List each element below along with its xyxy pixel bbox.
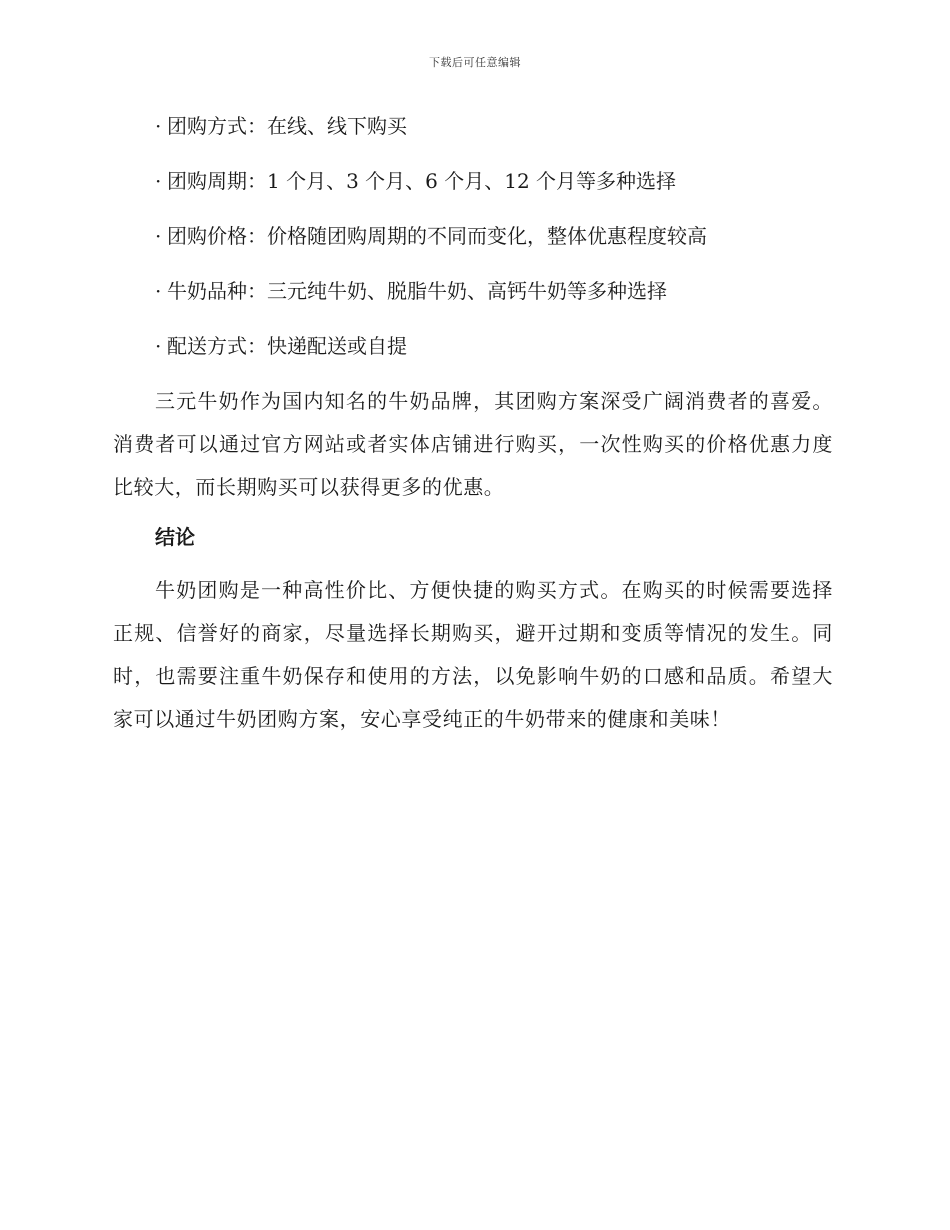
bullet-marker: · (155, 279, 162, 303)
conclusion-paragraph: 牛奶团购是一种高性价比、方便快捷的购买方式。在购买的时候需要选择正规、信誉好的商家，尽量选择长期购买，避开过期和变质等情况的发生。同时，也需要注重牛奶保存和使用的方法，以免影响牛奶的口感和品质。希望大家可以通过牛奶团购方案，安心享受纯正的牛奶带来的健康和美味！ (113, 578, 833, 731)
list-item (113, 165, 833, 197)
body-paragraph: 三元牛奶作为国内知名的牛奶品牌，其团购方案深受广阔消费者的喜爱。消费者可以通过官方网站或者实体店铺进行购买，一次性购买的价格优惠力度比较大，而长期购买可以获得更多的优惠。 (113, 389, 833, 499)
bullet-marker: · (155, 169, 162, 193)
list-item-text: 牛奶品种：三元纯牛奶、脱脂牛奶、高钙牛奶等多种选择 (167, 279, 667, 303)
section-heading: 结论 (155, 525, 195, 549)
bullet-marker: · (155, 224, 162, 248)
list-item (113, 220, 833, 252)
bullet-marker: · (155, 334, 162, 358)
bullet-marker: · (155, 114, 162, 138)
document-body (113, 110, 833, 741)
list-item (113, 110, 833, 142)
list-item-text: 团购周期：1 个月、3 个月、6 个月、12 个月等多种选择 (167, 169, 677, 193)
list-item (113, 330, 833, 362)
list-item (113, 275, 833, 307)
list-item-text: 配送方式：快递配送或自提 (167, 334, 407, 358)
header-note: 下载后可任意编辑 (429, 56, 521, 69)
list-item-text: 团购方式：在线、线下购买 (167, 114, 407, 138)
list-item-text: 团购价格：价格随团购周期的不同而变化，整体优惠程度较高 (167, 224, 707, 248)
